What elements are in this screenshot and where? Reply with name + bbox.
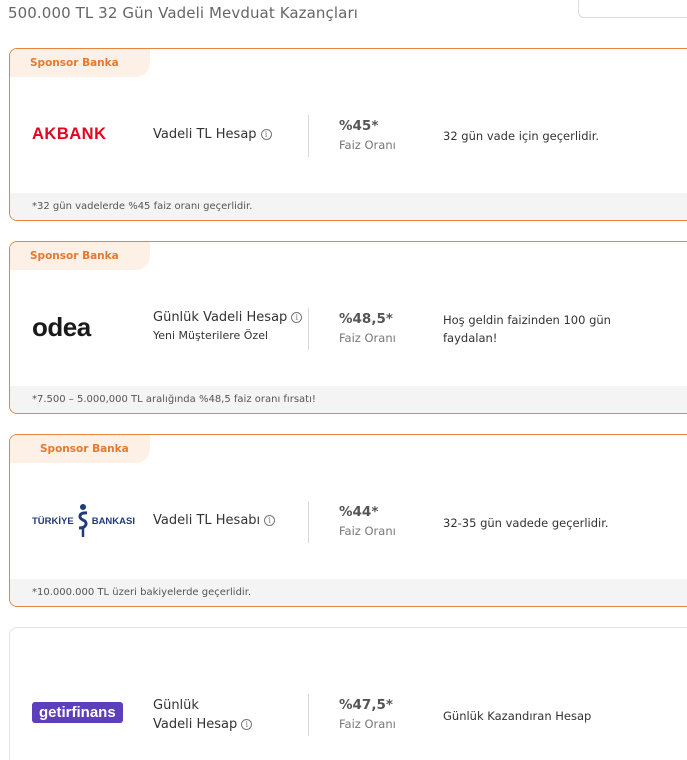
divider bbox=[308, 694, 309, 736]
offer-card-odea[interactable] bbox=[9, 241, 687, 414]
offer-card-getirfinans[interactable] bbox=[9, 627, 687, 760]
isbank-logo bbox=[32, 503, 135, 539]
product-title: Günlük Vadeli Hesap bbox=[153, 310, 288, 325]
info-icon[interactable]: i bbox=[261, 129, 272, 140]
sponsor-badge: Sponsor Banka bbox=[10, 435, 150, 463]
product-name bbox=[153, 696, 252, 734]
rate-value: %44* bbox=[339, 504, 379, 520]
product-title: Vadeli TL Hesap bbox=[153, 127, 257, 142]
getirfinans-logo-text: getirfinans bbox=[32, 702, 123, 723]
offer-description: Günlük Kazandıran Hesap bbox=[443, 709, 592, 723]
offer-description: 32 gün vade için geçerlidir. bbox=[443, 129, 600, 143]
offer-footnote: *10.000.000 TL üzeri bakiyelerde geçerlidir. bbox=[10, 579, 687, 606]
rate-value: %47,5* bbox=[339, 697, 393, 713]
rate-label: Faiz Oranı bbox=[339, 138, 396, 152]
bank-logo-isbank bbox=[32, 503, 144, 539]
offer-description: Hoş geldin faizinden 100 gün faydalan! bbox=[443, 313, 611, 345]
rate-value: %45* bbox=[339, 118, 379, 134]
offer-card-isbank[interactable] bbox=[9, 434, 687, 607]
sponsor-badge: Sponsor Banka bbox=[10, 242, 150, 270]
product-title-line1: Günlük bbox=[153, 698, 199, 713]
rate-label: Faiz Oranı bbox=[339, 331, 396, 345]
interest-rate bbox=[339, 504, 396, 538]
rate-label: Faiz Oranı bbox=[339, 524, 396, 538]
interest-rate bbox=[339, 311, 396, 345]
divider bbox=[308, 115, 309, 157]
info-icon[interactable]: i bbox=[264, 515, 275, 526]
rate-label: Faiz Oranı bbox=[339, 717, 396, 731]
bank-logo-odea bbox=[32, 312, 144, 343]
product-name bbox=[153, 310, 302, 342]
top-control-box[interactable] bbox=[578, 0, 687, 18]
offer-footnote: *32 gün vadelerde %45 faiz oranı geçerlidir. bbox=[10, 193, 687, 220]
sponsor-badge: Sponsor Banka bbox=[10, 49, 150, 77]
isbank-logo-left: TÜRKİYE bbox=[32, 515, 74, 527]
page-title: 500.000 TL 32 Gün Vadeli Mevduat Kazançları bbox=[8, 4, 358, 22]
bank-logo-getirfinans bbox=[32, 702, 144, 723]
product-title: Vadeli TL Hesabı bbox=[153, 513, 261, 528]
product-name bbox=[153, 127, 272, 142]
odea-logo-text: odea bbox=[32, 312, 91, 342]
bank-logo-akbank bbox=[32, 125, 144, 144]
divider bbox=[308, 501, 309, 543]
isbank-logo-right: BANKASI bbox=[91, 515, 135, 527]
product-name bbox=[153, 513, 275, 528]
info-icon[interactable]: i bbox=[241, 719, 252, 730]
divider bbox=[308, 308, 309, 350]
isbank-emblem-icon bbox=[76, 503, 90, 539]
offer-card-akbank[interactable] bbox=[9, 48, 687, 221]
akbank-logo-text: AKBANK bbox=[32, 125, 107, 143]
offer-footnote: *7.500 – 5.000,000 TL aralığında %48,5 faiz oranı fırsatı! bbox=[10, 386, 687, 413]
offer-description: 32-35 gün vadede geçerlidir. bbox=[443, 516, 609, 530]
info-icon[interactable]: i bbox=[291, 312, 302, 323]
product-title-line2: Vadeli Hesap bbox=[153, 717, 238, 732]
interest-rate bbox=[339, 118, 396, 152]
product-subtitle: Yeni Müşterilere Özel bbox=[153, 329, 269, 342]
rate-value: %48,5* bbox=[339, 311, 393, 327]
interest-rate bbox=[339, 697, 396, 731]
